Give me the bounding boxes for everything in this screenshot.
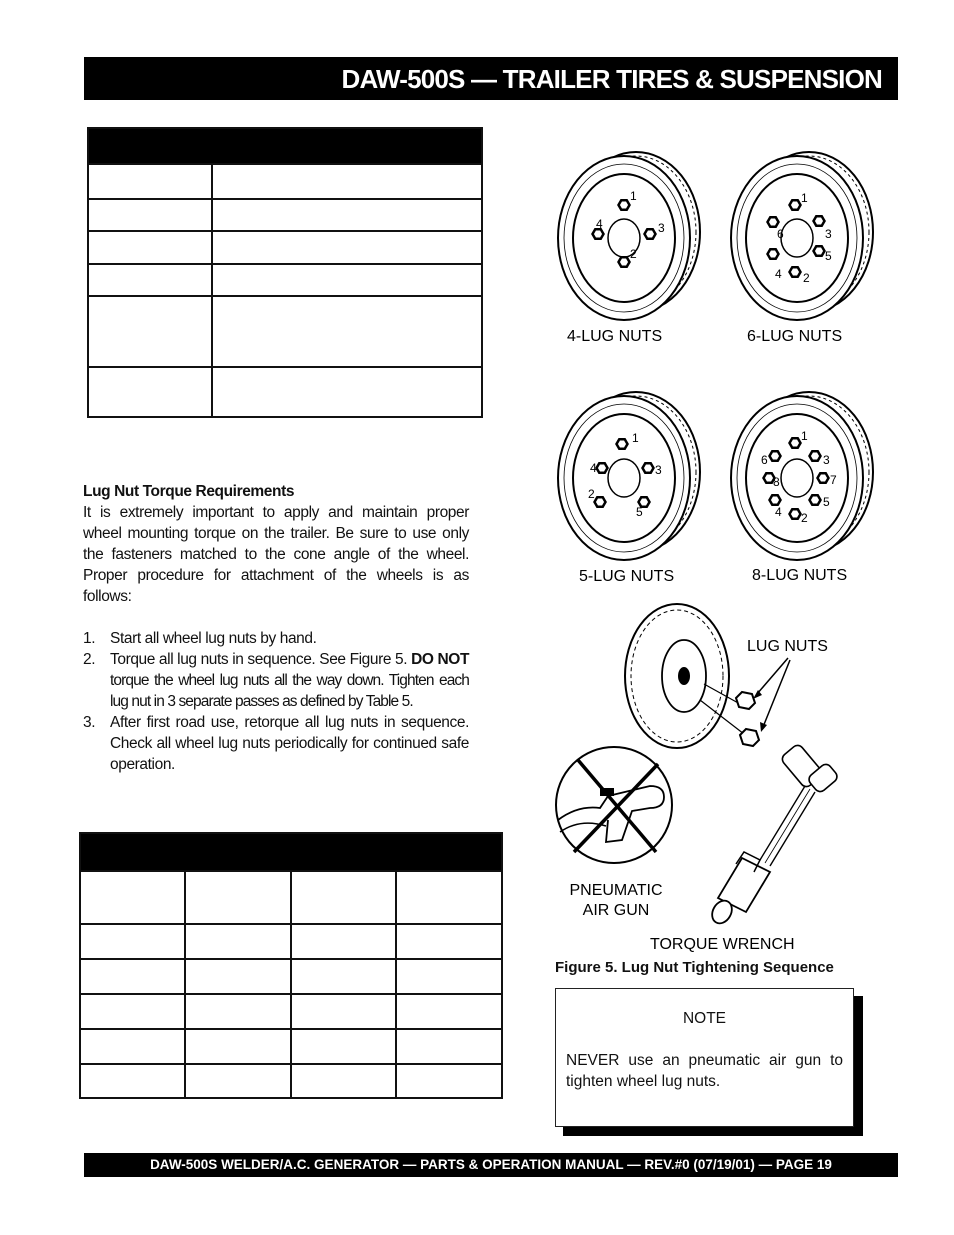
list-item xyxy=(83,628,469,649)
svg-text:1: 1 xyxy=(801,429,808,443)
label-pneumatic: PNEUMATIC xyxy=(569,882,663,899)
page-header xyxy=(84,57,898,100)
svg-text:4: 4 xyxy=(596,217,603,231)
svg-text:4: 4 xyxy=(775,267,782,281)
svg-text:3: 3 xyxy=(655,463,662,477)
step-text: Torque all lug nuts in sequence. See Figure 5. xyxy=(110,651,412,668)
lug-nut-torque-section xyxy=(83,481,469,775)
pneumatic-air-gun-prohibited-icon xyxy=(556,747,672,863)
table-row xyxy=(88,164,482,199)
torque-table xyxy=(79,832,503,1099)
svg-text:2: 2 xyxy=(803,271,810,285)
table-row xyxy=(80,959,502,994)
step-text: After first road use, retorque all lug nuts in sequence. Check all wheel lug nuts periodically for continued safe operation. xyxy=(110,714,469,773)
step-number: 1. xyxy=(83,630,96,647)
table-header-row xyxy=(88,128,482,164)
svg-text:3: 3 xyxy=(825,227,832,241)
torque-wrench-icon xyxy=(708,743,839,927)
step-warning: DO NOT xyxy=(411,651,470,668)
svg-text:5: 5 xyxy=(823,495,830,509)
svg-text:4: 4 xyxy=(775,505,782,519)
page-title: DAW-500S — TRAILER TIRES & SUSPENSION xyxy=(341,64,882,94)
wheel-5-lug-icon xyxy=(558,392,700,560)
section-intro: It is extremely important to apply and maintain proper wheel mounting torque on the trailer. Be sure to use only the fasteners matched to the cone angle of the wheel. Proper procedure for attachment of the wheels is as follows: xyxy=(83,504,469,605)
footer-text: DAW-500S WELDER/A.C. GENERATOR — PARTS & OPERATION MANUAL — REV.#0 (07/19/01) — PAGE 19 xyxy=(150,1157,832,1172)
lug-nut-sequence-figure xyxy=(540,140,890,955)
svg-text:1: 1 xyxy=(801,191,808,205)
wheel-4-lug-icon xyxy=(558,152,700,320)
figure-caption: Figure 5. Lug Nut Tightening Sequence xyxy=(555,959,834,976)
procedure-steps xyxy=(83,628,469,775)
table-row xyxy=(88,231,482,264)
table-row xyxy=(80,924,502,959)
section-heading: Lug Nut Torque Requirements xyxy=(83,483,295,500)
label-torque-wrench: TORQUE WRENCH xyxy=(650,936,795,953)
svg-text:6: 6 xyxy=(777,227,784,241)
table-row xyxy=(80,1029,502,1064)
label-4-lug: 4-LUG NUTS xyxy=(567,328,663,345)
svg-text:1: 1 xyxy=(632,431,639,445)
table-row xyxy=(80,871,502,924)
svg-text:2: 2 xyxy=(588,487,595,501)
step-number: 3. xyxy=(83,714,96,731)
svg-text:2: 2 xyxy=(801,511,808,525)
svg-text:6: 6 xyxy=(761,453,768,467)
table-row xyxy=(88,367,482,417)
label-lug-nuts: LUG NUTS xyxy=(747,638,828,655)
label-air-gun: AIR GUN xyxy=(582,902,650,919)
tire-spec-table xyxy=(87,127,483,418)
list-item xyxy=(83,649,469,712)
table-row xyxy=(80,1064,502,1098)
note-text: NEVER use an pneumatic air gun to tighten wheel lug nuts. xyxy=(566,1052,843,1090)
table-row xyxy=(88,296,482,367)
svg-text:7: 7 xyxy=(830,473,837,487)
note-title: NOTE xyxy=(682,1010,727,1027)
page-footer xyxy=(84,1153,898,1177)
svg-text:1: 1 xyxy=(630,189,637,203)
step-text: Start all wheel lug nuts by hand. xyxy=(110,630,317,647)
wheel-8-lug-icon xyxy=(731,392,873,560)
side-wheel-icon xyxy=(625,604,744,748)
label-5-lug: 5-LUG NUTS xyxy=(579,568,675,585)
wheel-6-lug-icon xyxy=(731,152,873,320)
note-box xyxy=(555,988,854,1127)
step-number: 2. xyxy=(83,651,96,668)
svg-text:3: 3 xyxy=(658,221,665,235)
svg-text:5: 5 xyxy=(636,505,643,519)
list-item xyxy=(83,712,469,775)
table-header-row xyxy=(80,833,502,871)
label-8-lug: 8-LUG NUTS xyxy=(752,567,848,584)
svg-text:8: 8 xyxy=(773,475,780,489)
table-row xyxy=(88,199,482,231)
svg-text:2: 2 xyxy=(630,247,637,261)
svg-text:5: 5 xyxy=(825,249,832,263)
label-6-lug: 6-LUG NUTS xyxy=(747,328,843,345)
svg-text:4: 4 xyxy=(590,461,597,475)
table-row xyxy=(88,264,482,296)
lug-nut-icon xyxy=(736,692,759,746)
step-text: torque the wheel lug nuts all the way down. Tighten each lug nut in 3 separate passes as defined by Table 5. xyxy=(110,672,469,710)
svg-text:3: 3 xyxy=(823,453,830,467)
table-row xyxy=(80,994,502,1029)
